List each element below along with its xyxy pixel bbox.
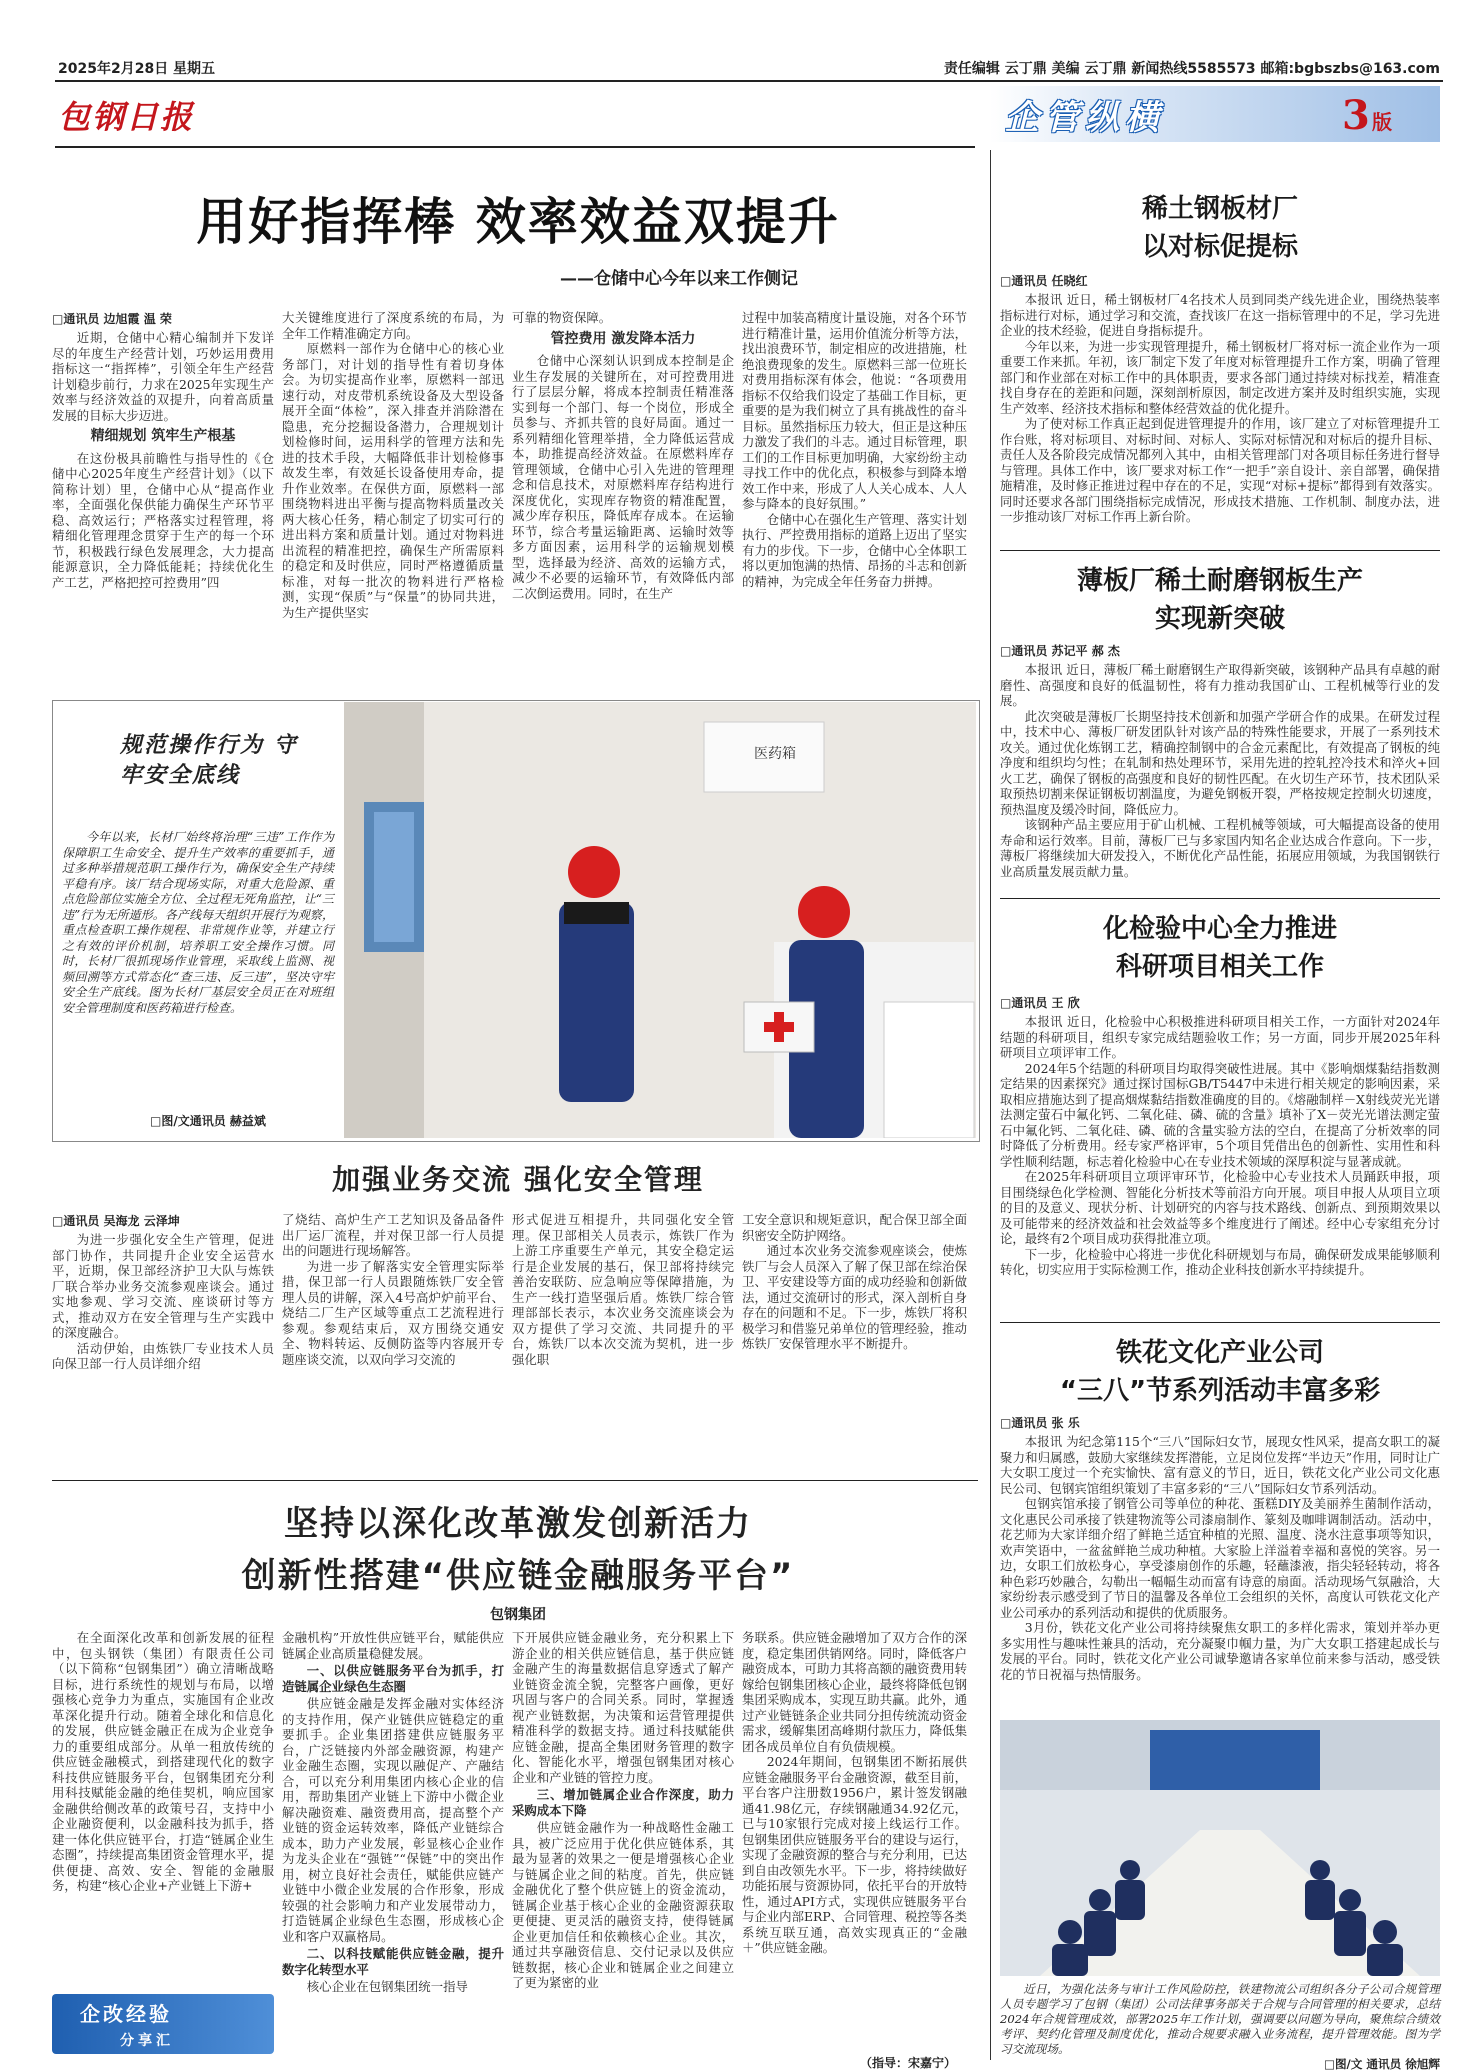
paragraph: 过程中加装高精度计量设施，对各个环节进行精准计量，运用价值流分析等方法，找出浪费环节，制定相应的改进措施，杜绝浪费现象的发生。原燃料三部一位班长对费用指标深有体会，他说：“各项费用指标不仅给我们设定了基础工作目标，更重要的是为我们树立了具有挑战性的奋斗目标。虽然指标压力较大，但正是这种压力激发了我们的斗志。通过目标管理，职工们的工作目标更加明确，大家纷纷主动寻找工作中的优化点，积极参与到降本增效工作中来，形成了人人关心成本、人人参与降本的良好氛围。” [742, 310, 967, 511]
header-date: 2025年2月28日 星期五 [58, 61, 216, 77]
article1-title: 用好指挥棒 效率效益双提升 [196, 193, 840, 251]
photo1-caption [62, 830, 334, 1016]
r4-body [1000, 1434, 1440, 1682]
paragraph: 务联系。供应链金融增加了双方合作的深度，稳定集团供销网络。同时，降低客户融资成本，可助力其将高额的融资费用转嫁给包钢集团核心企业，最终将降低包钢集团采购成本，实现互助共赢。此外，通过产业链链条企业共同分担传统流动资金需求，缓解集团高峰期付款压力，降低集团各成员单位自有负债规模。 [742, 1630, 967, 1754]
r2-rule [1000, 550, 1440, 551]
right-column-divider [990, 150, 991, 2060]
safety-photo [344, 702, 976, 1138]
article1-col2 [282, 310, 504, 620]
article1-col4 [742, 310, 967, 589]
reform-badge-title: 企改经验 [80, 2002, 172, 2026]
projection-screen [1150, 1730, 1320, 1790]
page-unit: 版 [1372, 110, 1392, 134]
r4-rule [1000, 1322, 1440, 1323]
article3-source: （指导：宋嘉宁） [860, 2056, 957, 2070]
paragraph: 3月份，铁花文化产业公司将持续聚焦女职工的多样化需求，策划并举办更多实用性与趣味性兼具的活动，充分凝聚巾帼力量，为广大女职工搭建起成长与发展的平台。同时，铁花文化产业公司诚挚邀请各家单位前来参与活动，感受铁花的节日祝福与热情服务。 [1000, 1620, 1440, 1682]
paragraph: 原燃料一部作为仓储中心的核心业务部门，对计划的指导性有着切身体会。为切实提高作业率，原燃料一部迅速行动，对皮带机系统设备及大型设备展开全面“体检”，深入排查并消除潜在隐患，充分挖掘设备潜力，合理规划计划检修时间，运用科学的管理方法和先进的技术手段，大幅降低非计划检修事故发生率，有效延长设备使用寿命，提升作业效率。在保供方面，原燃料一部围绕物料进出平衡与提高物料质量改关两大核心任务，精心制定了切实可行的进出料方案和质量计划。通过对物料进出流程的精准把控，确保生产所需原料的稳定和及时供应，同时严格遵循质量标准，对每一批次的物料进行严格检测，实现“保质”与“保量”的协同共进，为生产提供坚实 [282, 341, 504, 620]
r1-title2: 以对标促提标 [1141, 232, 1298, 262]
r1-byline: □通讯员 任晓红 [1000, 274, 1088, 288]
article2-byline: □通讯员 吴海龙 云泽坤 [52, 1214, 180, 1228]
r3-rule [1000, 898, 1440, 899]
r2-title2: 实现新突破 [1154, 604, 1285, 634]
paragraph: 此次突破是薄板厂长期坚持技术创新和加强产学研合作的成果。在研发过程中，技术中心、薄板厂研发团队针对该产品的特殊性能要求，开展了一系列技术攻关。通过优化炼钢工艺，精确控制钢中的合金元素配比，有效提高了钢板的纯净度和组织均匀性；在轧制和热处理环节，采用先进的控轧控冷技术和淬火+回火工艺，确保了钢板的高强度和良好的韧性匹配。在火切生产环节，技术团队采取预热切割来保证钢板切割温度，为避免钢板开裂，严格按规定控制火切速度，预热温度及缓冷时间，降低应力。 [1000, 708, 1440, 817]
paragraph: 下开展供应链金融业务，充分积累上下游企业的相关供应链信息，基于供应链金融产生的海量数据信息穿透式了解产业链资金流全貌，完整客户画像，更好巩固与客户的合同关系。同时，掌握透视产业链数据，为决策和运营管理提供精准科学的数据支持。通过科技赋能供应链金融，提高全集团财务管理的数字化、智能化水平，增强包钢集团对核心企业和产业链的管控力度。 [512, 1630, 734, 1785]
r2-body [1000, 662, 1440, 879]
paragraph: 仓储中心在强化生产管理、落实计划执行、严控费用指标的道路上迈出了坚实有力的步伐。下一步，仓储中心全体职工将以更加饱满的热情、昂扬的斗志和创新的精神，为完成全年任务奋力拼搏。 [742, 511, 967, 589]
paragraph: 为了使对标工作真正起到促进管理提升的作用，该厂建立了对标管理提升工作台账，将对标项目、对标时间、对标人、实际对标情况和对标后的提升目标、责任人及各阶段完成情况都列入其中，由相关管理部门对各项目标任务进行督导与管理。具体工作中，该厂要求对标工作“一把手”亲自设计、亲自部署，确保措施精准，及时修正推进过程中存在的不足，实现“对标+提标”都得到有效落实。同时还要求各部门围绕指标完成情况，形成技术措施、工作机制、制度办法，进一步推动该厂对标工作再上新台阶。 [1000, 416, 1440, 524]
r4-title2: “三八”节系列活动丰富多彩 [1059, 1376, 1381, 1406]
photo2-credit: □图/文 通讯员 徐旭辉 [1323, 2057, 1440, 2071]
article2-col1 [52, 1232, 274, 1372]
medicine-cabinet-sign: 医药箱 [754, 746, 796, 762]
r3-byline: □通讯员 王 欣 [1000, 996, 1080, 1010]
header-rule [55, 80, 1443, 82]
article3-top-rule [52, 1480, 978, 1481]
paragraph: 为进一步了解落实安全管理实际举措，保卫部一行人员跟随炼铁厂安全管理人员的讲解，深入4号高炉炉前平台、烧结二厂生产区域等重点工艺流程进行参观。参观结束后，双方围绕交通安全、物料转运、反侧防盗等内容展开专题座谈交流，以双向学习交流的 [282, 1258, 504, 1367]
r1-body [1000, 292, 1440, 525]
photo1-credit: □图/文通讯员 赫益斌 [150, 1114, 266, 1128]
workers-illustration [344, 702, 976, 1138]
paragraph: 包钢宾馆承接了钢管公司等单位的种花、蛋糕DIY及美丽养生菌制作活动，文化惠民公司承接了铁建物流等公司漆扇制作、篆刻及咖啡调制活动。活动中，花艺师为大家详细介绍了鲜艳兰适宜种植的光照、温度、浇水注意事项等知识，欢声笑语中，一盆盆鲜艳兰成功种植。大家脸上洋溢着幸福和喜悦的笑容。另一边，女职工们放松身心，享受漆扇创作的乐趣，轻蘸漆液，指尖轻轻转动，将各种色彩巧妙融合，勾勒出一幅幅生动而富有诗意的扇面。活动现场气氛融洽，大家纷纷表示感受到了节日的温馨及各单位工会组织的关怀，高度认可铁花文化产业公司承办的系列活动和提供的优质服务。 [1000, 1496, 1440, 1620]
header-editors: 责任编辑 云丁鼎 美编 云丁鼎 新闻热线5585573 邮箱:bgbszbs@163.com [943, 61, 1440, 77]
article1-col1 [52, 330, 274, 590]
r2-title1: 薄板厂稀土耐磨钢板生产 [1076, 566, 1363, 596]
paragraph: 核心企业在包钢集团统一指导 [306, 1979, 468, 1994]
paragraph: 在2025年科研项目立项评审环节，化检验中心专业技术人员踊跃申报，项目围绕绿色化学检测、智能化分析技术等前沿方向开展。项目申报人从项目立项的目的及意义、现状分析、计划研究的内容与技术路线、创新点、到预期效果以及可能带来的经济效益和社会效益等多个维度进行了阐述。经中心专家组充分讨论，最终有2个项目成功获得批准立项。 [1000, 1169, 1440, 1246]
paragraph: 本报讯 近日，稀土钢板材厂4名技术人员到同类产线先进企业，围绕热装率指标进行对标，通过学习和交流，查找该厂在这一指标管理中的不足，学习先进企业的技术经验，促进自身指标提升。 [1000, 292, 1440, 338]
article3-title2: 创新性搭建“供应链金融服务平台” [241, 1556, 795, 1596]
paragraph: 2024年5个结题的科研项目均取得突破性进展。其中《影响烟煤黏结指数测定结果的因素探究》通过探讨国标GB/T5447中未进行相关规定的影响因素，采取相应措施达到了提高烟煤黏结指数准确度的目的。《熔融制样－X射线荧光光谱法测定萤石中氟化钙、二氧化硅、磷、硫的含量》填补了X－荧光光谱法测定萤石中氟化钙、二氧化硅、磷、硫的含量实验方法的空白，在提高了分析效率的同时降低了分析费用。经专家严格评审，5个项目凭借出色的创新性、实用性和科学性顺利结题，标志着化检验中心在专业技术领域的深厚积淀与显著成就。 [1000, 1060, 1440, 1169]
paragraph: 活动伊始，由炼铁厂专业技术人员向保卫部一行人员详细介绍 [52, 1340, 274, 1371]
paragraph: 工安全意识和规矩意识，配合保卫部全面织密安全防护网络。 [742, 1212, 967, 1243]
paragraph: 形式促进互相提升，共同强化安全管理。保卫部相关人员表示，炼铁厂作为上游工序重要生产单元，其安全稳定运行是企业发展的基石，保卫部将持续完善治安联防、应急响应等保障措施，为生产一线打造坚强后盾。炼铁厂综合管理部部长表示，本次业务交流座谈会为双方提供了学习交流、共同提升的平台，炼铁厂以本次交流为契机，进一步强化职 [512, 1212, 734, 1367]
paragraph: 近期，仓储中心精心编制并下发详尽的年度生产经营计划，巧妙运用费用指标这一“指挥棒”，引领全年生产经营计划稳步前行，力求在2025年实现生产效率与经济效益的双提升，向着高质量发展的目标大步迈进。 [52, 330, 274, 423]
article1-byline: □通讯员 边旭霞 温 荣 [52, 312, 172, 326]
article3-col4 [742, 1630, 967, 1956]
article1-subtitle: ——仓储中心今年以来工作侧记 [560, 269, 798, 289]
article1-col3 [512, 310, 734, 601]
r3-body [1000, 1014, 1440, 1278]
masthead-logo: 包钢日报 [58, 98, 195, 136]
paragraph: 本报讯 近日，薄板厂稀土耐磨钢生产取得新突破，该钢种产品具有卓越的耐磨性、高强度和良好的低温韧性，将有力推动我国矿山、工程机械等行业的发展。 [1000, 662, 1440, 708]
article3-col2 [282, 1630, 504, 1995]
r1-title1: 稀土钢板材厂 [1141, 194, 1298, 224]
meeting-illustration [1000, 1720, 1440, 1976]
paragraph: 2024年期间，包钢集团不断拓展供应链金融服务平台金融资源，截至目前，平台客户注册数1956户，累计签发钢融通41.98亿元，存续钢融通34.92亿元，已与10家银行完成对接上线运行工作。包钢集团供应链服务平台的建设与运行，实现了金融资源的整合与充分利用，已达到自由改领先水平。下一步，将持续做好功能拓展与资源协同，依托平台的开放特性，通过API方式，实现供应链服务平台与企业内部ERP、合同管理、税控等各类系统互联互通，高效实现真正的“金融＋”供应链金融。 [742, 1754, 967, 1955]
paragraph: 下一步，化检验中心将进一步优化科研规划与布局，确保研发成果能够顺利转化，切实应用于实际检测工作，推动企业科技创新水平持续提升。 [1000, 1246, 1440, 1277]
paragraph: 了烧结、高炉生产工艺知识及备品备件出厂运厂流程，并对保卫部一行人员提出的问题进行现场解答。 [282, 1212, 504, 1258]
paragraph: 今年以来，为进一步实现管理提升，稀土钢板材厂将对标一流企业作为一项重要工作来抓。年初，该厂制定下发了年度对标管理提升工作方案，明确了管理部门和作业部在对标工作中的具体职责，要求各部门通过持续对标找差，精准查找自身存在的差距和问题，深刻剖析原因，制定改进方案并及时组织实施，实现生产效率、经济技术指标和整体经营效益的优化提升。 [1000, 338, 1440, 416]
paragraph: 在全面深化改革和创新发展的征程中，包头钢铁（集团）有限责任公司（以下简称“包钢集团”）确立清晰战略目标，进行系统性的规划与布局，以增强核心竞争力为重点，实施国有企业改革深化提升行动。随着全球化和信息化的发展，供应链金融正在成为企业竞争力的重要组成部分。从单一租放传统的供应链金融模式，到搭建现代化的数字科技供应链服务平台，包钢集团充分利用科技赋能金融的绝佳契机，响应国家金融供给侧改革的政策号召，支持中小企业融资便利，以金融科技为抓手，搭建一体化供应链平台，打造“链属企业生态圈”，持续提高集团资金管理水平，提供便捷、高效、安全、智能的金融服务，构建“核心企业+产业链上下游+ [52, 1630, 274, 1893]
article2-col2 [282, 1212, 504, 1367]
paragraph: 为进一步强化安全生产管理，促进部门协作，共同提升企业安全运营水平，近期，保卫部经济护卫大队与炼铁厂联合举办业务交流参观座谈会。通过实地参观、学习交流、座谈研讨等方式，推动双方在安全管理与生产实践中的深度融合。 [52, 1232, 274, 1340]
r2-byline: □通讯员 苏记平 郝 杰 [1000, 644, 1120, 658]
article3-title1: 坚持以深化改革激发创新活力 [284, 1504, 752, 1544]
paragraph: 通过本次业务交流参观座谈会，使炼铁厂与会人员深入了解了保卫部在综治保卫、平安建设等方面的成功经验和创新做法，通过交流研讨的形式，深入剖析自身存在的问题和不足。下一步，炼铁厂将积极学习和借鉴兄弟单位的管理经验，推动炼铁厂安保管理水平不断提升。 [742, 1243, 967, 1351]
photo1-title: 规范操作行为 守牢安全底线 [120, 732, 298, 788]
article3-col1 [52, 1630, 274, 1894]
paragraph: 本报讯 为纪念第115个“三八”国际妇女节，展现女性风采，提高女职工的凝聚力和归属感，鼓励大家继续发挥潜能，立足岗位发挥“半边天”作用，同时让广大女职工度过一个充实愉快、富有意义的节日，近日，铁花文化产业公司文化惠民公司、包钢宾馆组织策划了丰富多彩的“三八”国际妇女节系列活动。 [1000, 1434, 1440, 1496]
subheading: 三、增加链属企业合作深度，助力采购成本下降 [512, 1787, 734, 1818]
caption-text: 今年以来，长材厂始终将治理“三违”工作作为保障职工生命安全、提升生产效率的重要抓手，通过多种举措规范职工操作行为，确保安全生产持续平稳有序。该厂结合现场实际，对重大危险源、重点危险部位实施全方位、全过程无死角监控，让“三违”行为无所遁形。各产线每天组织开展行为观察，重点检查职工操作规程、非常规作业等，并建立行之有效的评价机制，培养职工安全操作习惯。同时，长材厂很抓现场作业管理，采取线上监测、视频回溯等方式常态化“查三违、反三违”，坚决守牢安全生产底线。图为长材厂基层安全员正在对班组安全管理制度和医药箱进行检查。 [62, 830, 334, 1015]
paragraph: 在这份极具前瞻性与指导性的《仓储中心2025年度生产经营计划》（以下简称计划）里，仓储中心从“提高作业率，全面强化保供能力确保生产环节平稳、高效运行；严格落实过程管理，将精细化管理理念贯穿于生产的每一个环节，积极践行绿色发展理念，大力提高能源意识，全力降低能耗；持续优化生产工艺，严格把控可控费用”四 [52, 450, 274, 590]
article2-title: 加强业务交流 强化安全管理 [332, 1163, 704, 1196]
paragraph: 供应链金融是发挥金融对实体经济的支持作用，保产业链供应链稳定的重要抓手。企业集团搭建供应链服务平台，广泛链接内外部金融资源，构建产业金融生态圈，实现以融促产、产融结合，可以充分利用集团内核心企业的信用，帮助集团产业链上下游中小微企业解决融资难、融资费用高，提高整个产业链的资金运转效率，降低产业链综合成本，助力产业发展，彰显核心企业作为龙头企业在“强链”“保链”中的突出作用，树立良好社会责任，赋能供应链产业链中小微企业发展的合作形象，形成较强的社会影响力和产业发展带动力，打造链属企业绿色生态圈，形成核心企业和客户双赢格局。 [282, 1696, 504, 1944]
reform-badge-subtitle: 分享汇 [120, 2033, 174, 2049]
caption-text: 近日，为强化法务与审计工作风险防控，铁建物流公司组织各分子公司合规管理人员专题学习了包钢（集团）公司法律事务部关于合规与合同管理的相关要求，总结2024年合规管理成效，部署2025年工作计划，强调要以问题为导向，聚焦综合绩效考评、契约化管理及制度优化，推动合规要求融入业务流程，提升管理效能。图为学习交流现场。 [1000, 1982, 1440, 2056]
article3-byline: 包钢集团 [490, 1607, 546, 1623]
meeting-photo [1000, 1720, 1440, 1976]
r3-title2: 科研项目相关工作 [1115, 952, 1324, 982]
subheading: 管控费用 激发降本活力 [550, 330, 696, 347]
paragraph: 该钢种产品主要应用于矿山机械、工程机械等领域，可大幅提高设备的使用寿命和运行效率。目前，薄板厂已与多家国内知名企业达成合作意向。下一步，薄板厂将继续加大研发投入，不断优化产品性能，拓展应用领域，为我国钢铁行业高质量发展贡献力量。 [1000, 817, 1440, 879]
subheading: 精细规划 筑牢生产根基 [90, 428, 236, 444]
page-number: 3 [1342, 92, 1370, 139]
r3-title1: 化检验中心全力推进 [1102, 914, 1337, 944]
paragraph: 供应链金融作为一种战略性金融工具，被广泛应用于优化供应链体系，其最为显著的效果之一便是增强核心企业与链属企业之间的粘度。首先，供应链金融优化了整个供应链上的资金流动，链属企业基于核心企业的金融资源获取更便捷、更灵活的融资支持，使得链属企业更加信任和依赖核心企业。其次，通过共享融资信息、交付记录以及供应链数据，核心企业和链属企业之间建立了更为紧密的业 [512, 1820, 734, 1990]
paragraph: 本报讯 近日，化检验中心积极推进科研项目相关工作，一方面针对2024年结题的科研项目，组织专家完成结题验收工作；另一方面，同步开展2025年科研项目立项评审工作。 [1000, 1014, 1440, 1060]
paragraph: 大关键维度进行了深度系统的布局，为全年工作精准确定方向。 [282, 310, 504, 341]
helmet-left [568, 846, 620, 898]
masthead-rule [55, 146, 975, 148]
paragraph: 仓储中心深刻认识到成本控制是企业生存发展的关键所在，对可控费用进行了层层分解，将成本控制责任精准落实到每一个部门、每一个岗位，形成全员参与、齐抓共管的良好局面。通过一系列精细化管理举措，全力降低运营成本，助推提高经济效益。在原燃料库存管理领域，仓储中心引入先进的管理理念和信息技术，对原燃料库存结构进行深度优化，实现库存物资的精准配置，减少库存积压，降低库存成本。在运输环节，综合考量运输距离、运输时效等多方面因素，运用科学的运输规划模型，选择最为经济、高效的运输方式，减少不必要的运输环节，有效降低内部二次倒运费用。同时，在生产 [512, 353, 734, 601]
article2-col3 [512, 1212, 734, 1367]
section-title: 企管纵横 [1005, 98, 1165, 138]
article2-col4 [742, 1212, 967, 1352]
paragraph: 金融机构”开放性供应链平台，赋能供应链属企业高质量稳健发展。 [282, 1630, 504, 1661]
article3-col3 [512, 1630, 734, 1991]
r4-title1: 铁花文化产业公司 [1115, 1338, 1324, 1368]
r4-byline: □通讯员 张 乐 [1000, 1416, 1080, 1430]
worker-left [559, 902, 634, 1102]
helmet-right [798, 886, 850, 938]
photo2-caption [1000, 1982, 1440, 2072]
paragraph: 可靠的物资保障。 [512, 310, 612, 325]
subheading: 二、以科技赋能供应链金融，提升数字化转型水平 [282, 1946, 504, 1977]
subheading: 一、以供应链服务平台为抓手，打造链属企业绿色生态圈 [282, 1663, 504, 1694]
